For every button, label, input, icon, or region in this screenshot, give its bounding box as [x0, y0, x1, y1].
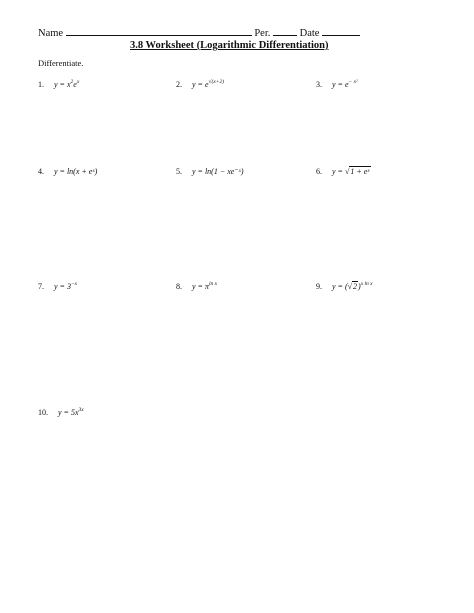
problem-number: 4.	[38, 167, 44, 176]
name-blank	[66, 26, 252, 36]
problem-5	[176, 166, 243, 178]
radical-sign: √	[344, 167, 350, 176]
problem-expression: y = ln(1 − xe⁻ˣ)	[192, 167, 244, 176]
problem-expression: $y = e^{√(x+2)}$	[192, 79, 225, 89]
instruction-text: Differentiate.	[38, 58, 84, 68]
worksheet-title: 3.8 Worksheet (Logarithmic Differentiation)	[130, 40, 329, 51]
per-blank	[273, 26, 297, 36]
problem-number: 3.	[316, 80, 322, 89]
problem-8	[176, 278, 217, 293]
problem-expression: $y = 3^{-x}$	[54, 281, 78, 291]
problem-expression: y = ln(x + eˣ)	[54, 167, 98, 176]
problem-number: 10.	[38, 408, 48, 417]
problem-number: 1.	[38, 80, 44, 89]
problem-1	[38, 76, 79, 91]
radical-sign: √	[347, 282, 353, 291]
problem-9	[316, 278, 373, 293]
problem-10	[38, 404, 84, 419]
problem-number: 7.	[38, 282, 44, 291]
problem-number: 6.	[316, 167, 322, 176]
problem-3	[316, 76, 358, 91]
problem-7	[38, 278, 77, 293]
problem-expression: $y = 5x^{3x}$	[58, 407, 84, 417]
problem-number: 8.	[176, 282, 182, 291]
problem-expression: $y = x^2e^x$	[54, 79, 80, 89]
problem-number: 5.	[176, 167, 182, 176]
problem-number: 9.	[316, 282, 322, 291]
problem-2	[176, 76, 224, 91]
problem-expression: $y = \pi^{ln x}$	[192, 281, 218, 291]
name-label: Name	[38, 28, 64, 39]
problem-expression: $y = e^{- x^2}$	[332, 79, 358, 89]
date-blank	[322, 26, 360, 36]
header-line	[38, 26, 438, 39]
problem-6	[316, 166, 371, 178]
problem-expression: y = √1 + eˣ	[332, 167, 370, 176]
date-label: Date	[299, 28, 320, 39]
problem-expression: $y = (√2)^{x ln x}$	[332, 281, 373, 291]
problem-number: 2.	[176, 80, 182, 89]
problem-4	[38, 166, 97, 178]
per-label: Per.	[254, 28, 271, 39]
